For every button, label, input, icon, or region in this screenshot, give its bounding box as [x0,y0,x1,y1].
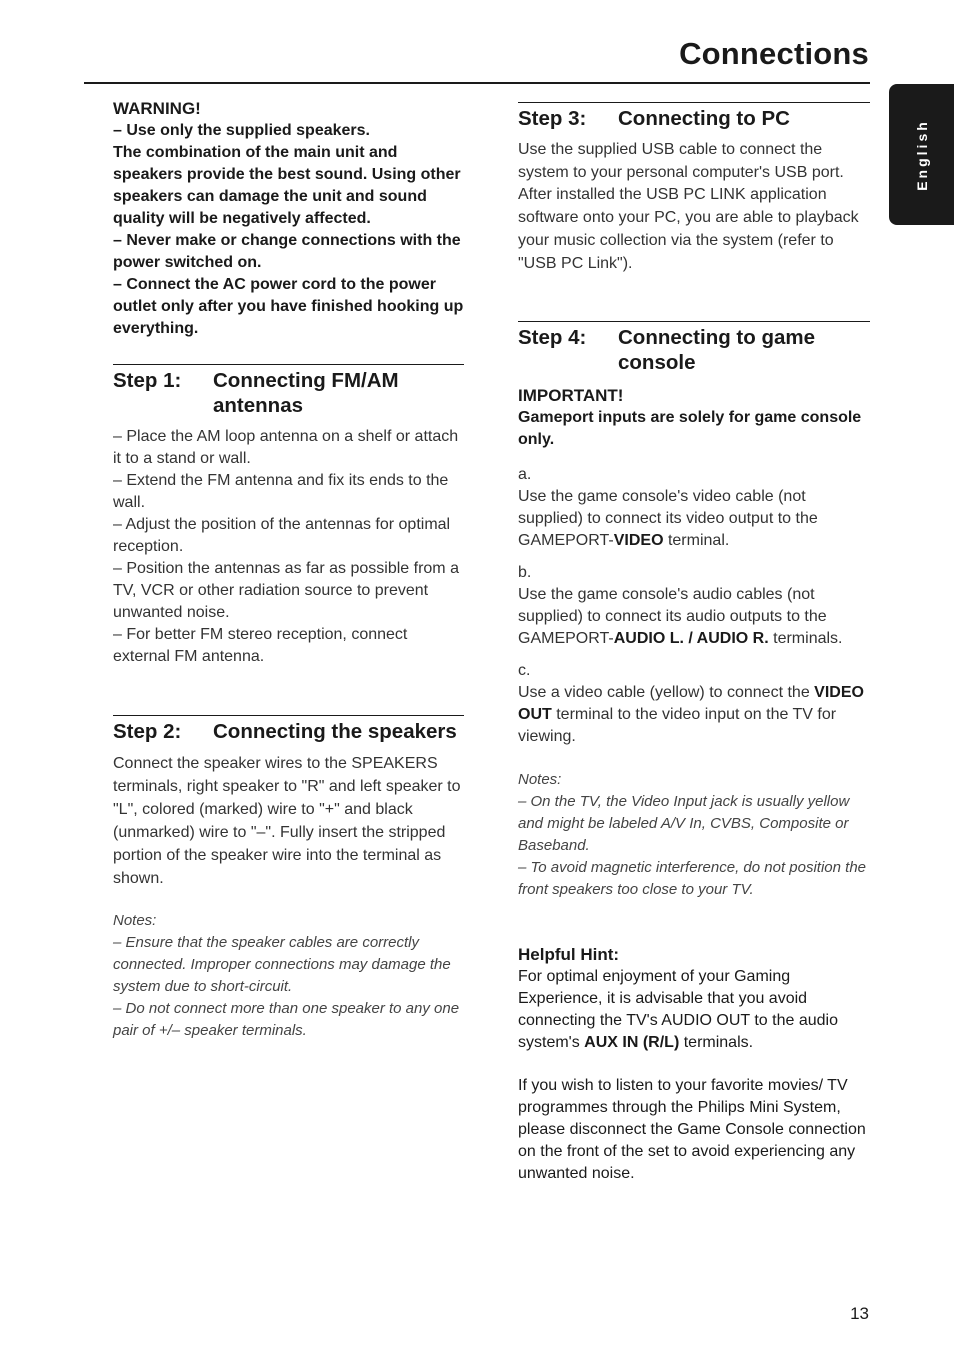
step4-title: Connecting to game console [618,326,816,375]
list-item: – Adjust the position of the antennas for optimal reception. [113,516,451,555]
item-text: terminals. [768,630,843,648]
warning-line: – Connect the AC power cord to the power outlet only after you have finished hooking up everything. [113,276,464,337]
step3-title: Connecting to PC [618,107,790,130]
item-text: Use a video cable (yellow) to connect the [518,684,815,702]
step3-number: Step 3: [518,107,587,130]
step2-number: Step 2: [113,720,182,743]
hint-heading: Helpful Hint: [518,945,620,965]
title-rule [84,82,870,84]
list-item: – Place the AM loop antenna on a shelf or attach it to a stand or wall. [113,428,459,467]
left-column [113,98,464,1042]
step2-notes-heading: Notes: [113,912,157,929]
important-text: Gameport inputs are solely for game console only. [518,409,862,449]
step1-number: Step 1: [113,369,182,392]
language-tab-label: English [913,118,930,191]
step1-list [113,426,464,668]
item-bold: VIDEO [613,532,664,550]
important-heading: IMPORTANT! [518,386,624,406]
step4-heading [518,321,870,375]
step2-heading [113,715,464,744]
step3-heading [518,102,870,131]
right-column [518,102,870,1185]
warning-line: The combination of the main unit and speakers provide the best sound. Using other speakers can damage the unit and sound quality will be negatively affected. [113,144,461,227]
step3-body: Use the supplied USB cable to connect the system to your personal computer's USB port. After installed the USB PC LINK application software onto your PC, you are able to playback your music collection via the system (refer to "USB PC Link"). [518,141,859,272]
page-title: Connections [679,36,869,71]
list-item: – Extend the FM antenna and fix its ends to the wall. [113,472,449,511]
item-bold: AUDIO L. / AUDIO R. [613,630,769,648]
warning-line: – Never make or change connections with the power switched on. [113,232,461,271]
item-text: Use the game console's video cable (not supplied) to connect its video output to the GAMEPORT- [518,488,818,550]
warning-block [113,98,464,340]
item-text: terminal to the video input on the TV for viewing. [518,706,837,746]
step4-list-item-b [518,562,870,650]
step4-note: – On the TV, the Video Input jack is usually yellow and might be labeled A/V In, CVBS, Composite or Baseband. [518,793,850,855]
step2-note: – Ensure that the speaker cables are correctly connected. Improper connections may damage the system due to short-circuit. [113,934,451,995]
warning-line: – Use only the supplied speakers. [113,122,370,139]
hint-bold: AUX IN (R/L) [584,1034,680,1052]
step4-notes-heading: Notes: [518,771,562,789]
page-number: 13 [850,1304,869,1323]
warning-heading: WARNING! [113,99,201,118]
step4-number: Step 4: [518,326,587,350]
hint-text: terminals. [679,1034,754,1052]
list-item: – Position the antennas as far as possible from a TV, VCR or other radiation source to prevent unwanted noise. [113,560,459,621]
hint-paragraph: If you wish to listen to your favorite movies/ TV programmes through the Philips Mini System, please disconnect the Game Console connection on the front of the set to avoid experiencing any unwanted noise. [518,1077,866,1183]
step2-title: Connecting the speakers [213,720,457,743]
step1-title: Connecting FM/AM antennas [213,369,399,417]
hint-text: For optimal enjoyment of your Gaming Experience, it is advisable that you avoid connecting the TV's AUDIO OUT to the audio system's [518,968,838,1052]
list-item: – For better FM stereo reception, connect external FM antenna. [113,626,408,665]
step4-list-item-c [518,660,870,748]
list-letter: a. [518,466,532,484]
step2-body: Connect the speaker wires to the SPEAKERS terminals, right speaker to "R" and left speaker to "L", colored (marked) wire to "+" and black (unmarked) wire to "–". Fully insert the stripped portion of the speaker wire into the terminal as shown. [113,755,461,887]
step4-list-item-a [518,464,870,552]
item-bold: VIDEO OUT [518,684,864,724]
language-tab [889,84,954,225]
step2-note: – Do not connect more than one speaker to any one pair of +/– speaker terminals. [113,1000,460,1039]
list-letter: c. [518,662,531,680]
step4-note: – To avoid magnetic interference, do not position the front speakers too close to your TV. [518,859,867,899]
item-text: terminal. [663,532,730,550]
step1-heading [113,364,464,418]
item-text: Use the game console's audio cables (not supplied) to connect its audio outputs to the GAMEPORT- [518,586,827,648]
list-letter: b. [518,564,532,582]
